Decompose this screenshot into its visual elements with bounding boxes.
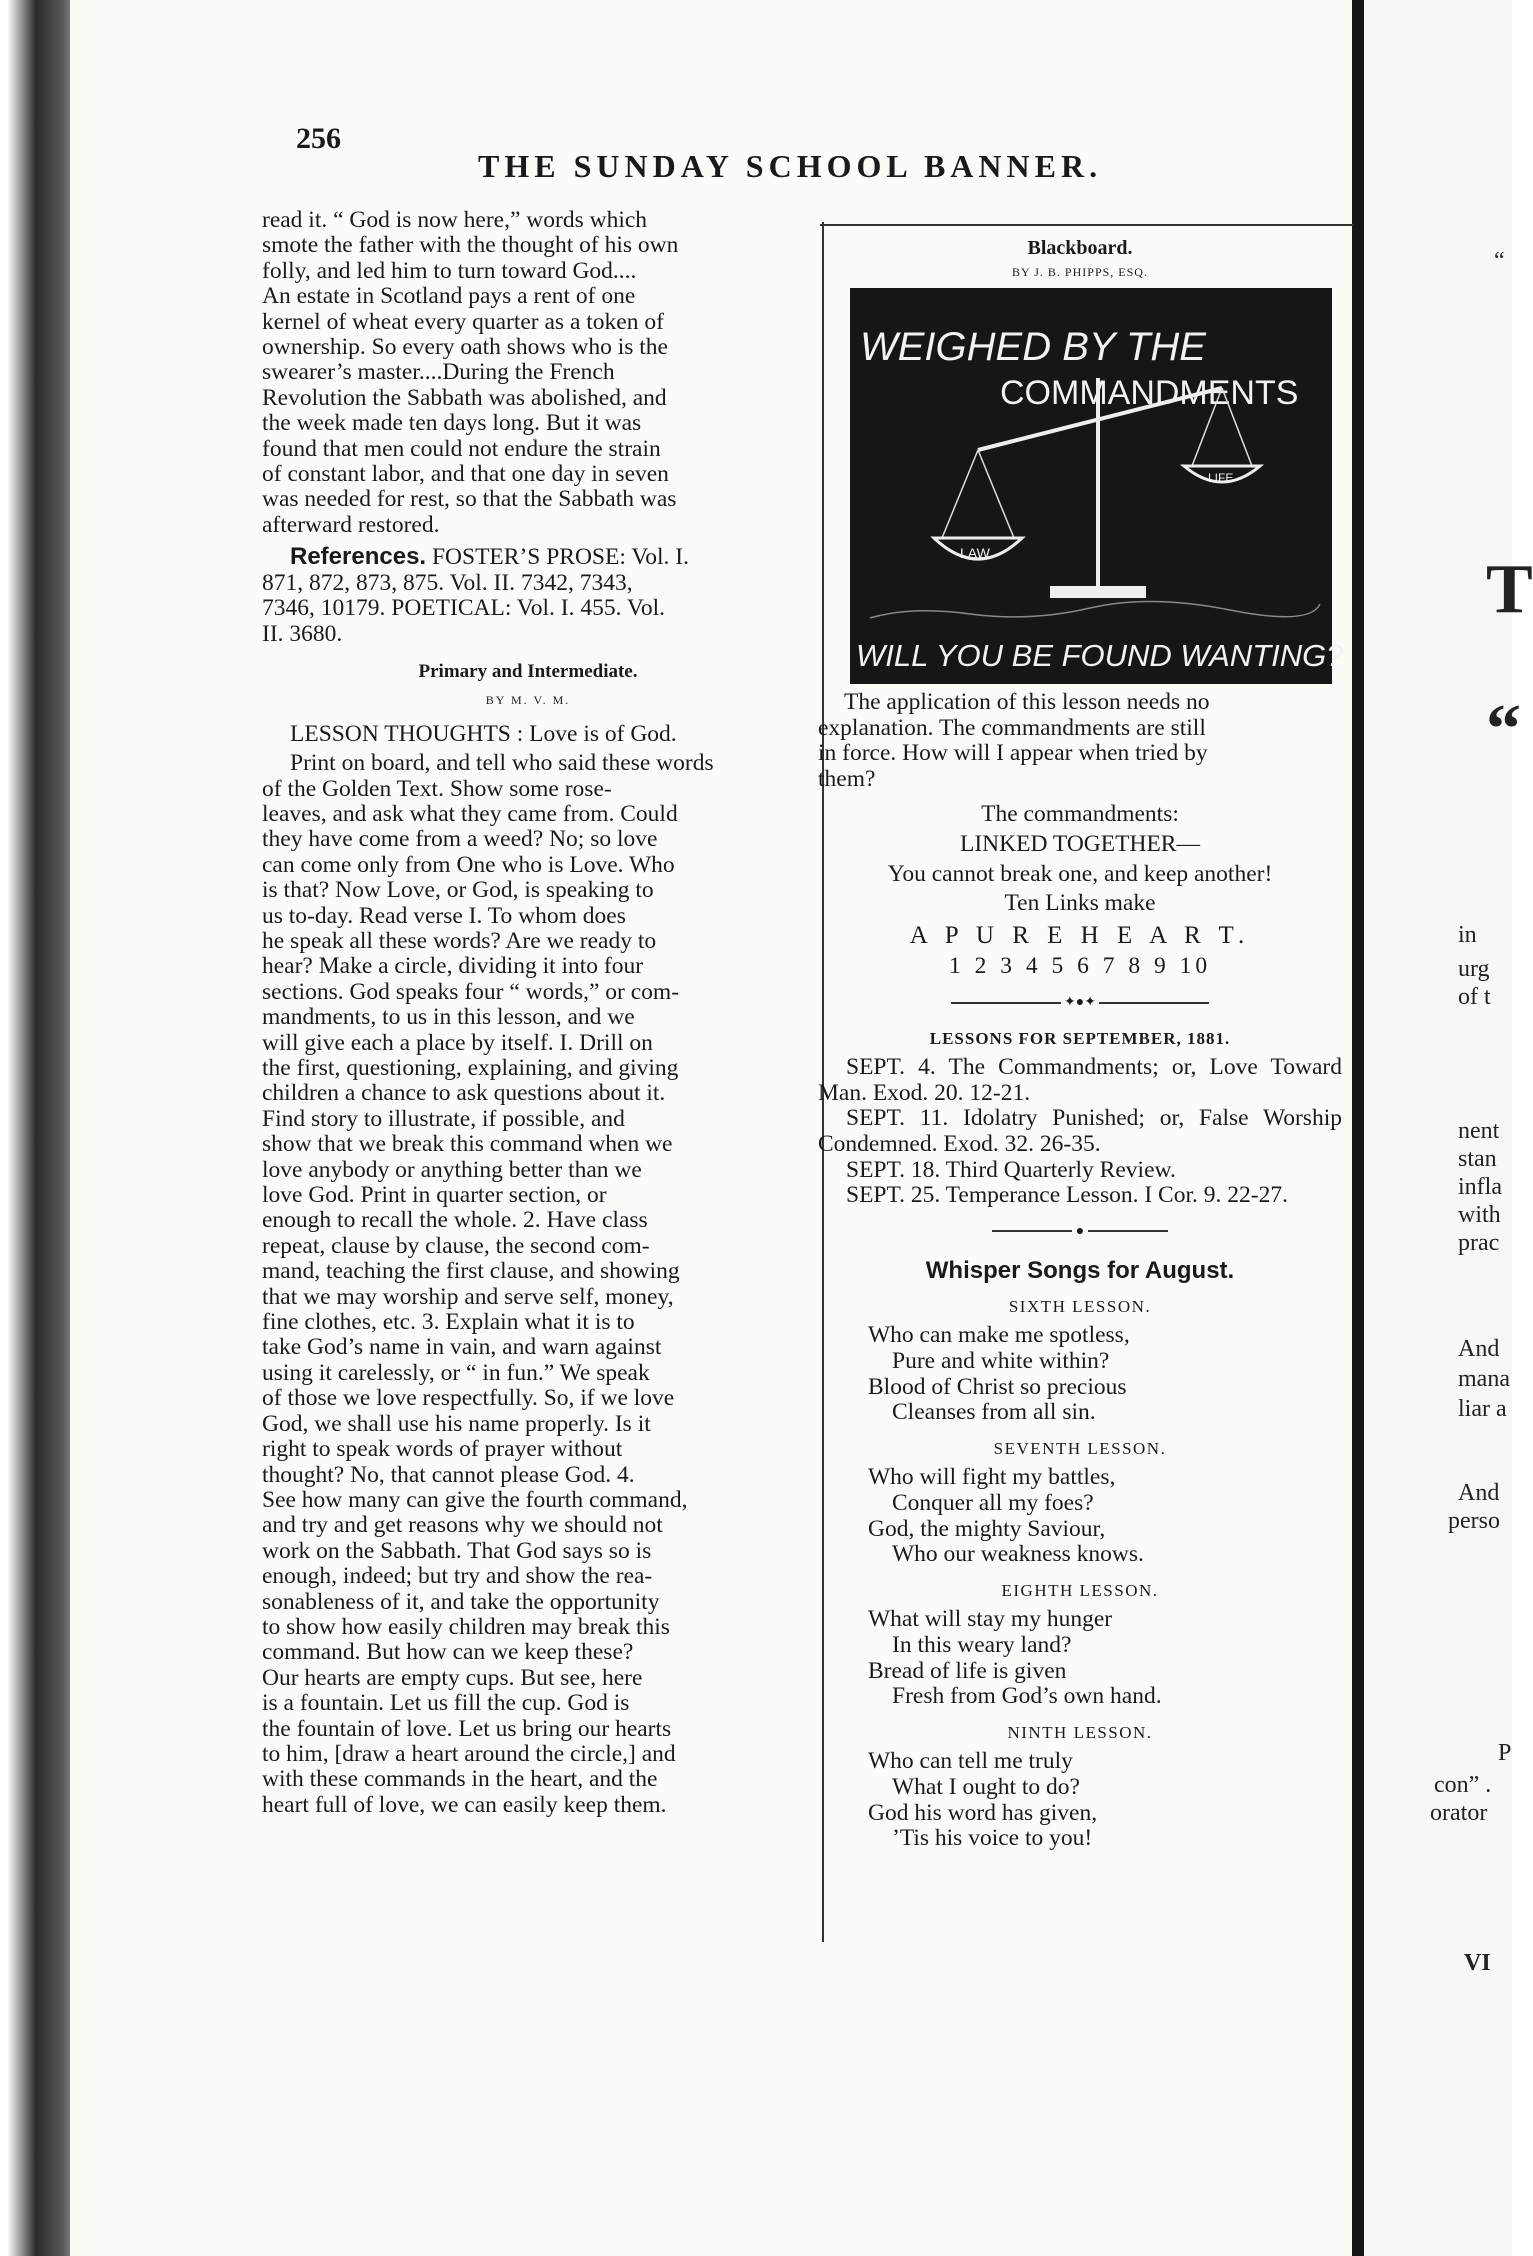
verse-line: Bread of life is given (868, 1657, 1067, 1684)
right-column-body (818, 690, 1342, 1852)
edge-fragment: prac (1458, 1230, 1500, 1256)
application-paragraph (818, 690, 1342, 792)
linked-together: LINKED TOGETHER— (960, 830, 1200, 857)
text-line: sonableness of it, and take the opportunity (262, 1588, 660, 1615)
text-line: of those we love respectfully. So, if we love (262, 1385, 675, 1412)
text-line: children a chance to ask questions about it. (262, 1080, 666, 1107)
left-chain (978, 450, 1014, 538)
section-title: Primary and Intermediate. (418, 660, 638, 682)
blackboard-byline: BY J. B. PHIPPS, ESQ. (1012, 264, 1148, 279)
ground-line (870, 601, 1320, 618)
song-heading: SEVENTH LESSON. (993, 1438, 1167, 1458)
edge-fragment: liar a (1458, 1396, 1507, 1422)
edge-fragment: P (1498, 1740, 1512, 1766)
text-line: enough to recall the whole. 2. Have class (262, 1207, 648, 1234)
text-line: to him, [draw a heart around the circle,] and (262, 1740, 676, 1767)
edge-fragment: nent (1458, 1118, 1500, 1144)
text-line: folly, and led him to turn toward God.... (262, 257, 637, 284)
text-line: he speak all these words? Are we ready to (262, 927, 657, 954)
edge-fragment: VI (1464, 1950, 1491, 1976)
verse (868, 1465, 1342, 1567)
verse-line: Blood of Christ so precious (868, 1373, 1127, 1400)
text-line: right to speak words of prayer without (262, 1436, 623, 1463)
text-line: the fountain of love. Let us bring our hearts (262, 1715, 672, 1742)
blackboard-illustration (850, 288, 1344, 684)
scales-drawing (850, 288, 1344, 684)
edge-fragment: con” . (1434, 1772, 1492, 1798)
text-line: mandments, to us in this lesson, and we (262, 1004, 635, 1031)
text-line: mand, teaching the first clause, and showing (262, 1258, 680, 1285)
left-column (262, 208, 794, 1818)
text-line: love God. Print in quarter section, or (262, 1182, 607, 1209)
ten-links: Ten Links make (1004, 890, 1156, 917)
verse-line: In this weary land? (892, 1632, 1072, 1658)
text-line: sections. God speaks four “ words,” or com- (262, 978, 680, 1005)
verse-line: What will stay my hunger (868, 1606, 1113, 1633)
book-gutter (1352, 0, 1364, 2256)
blackboard-headline-1: WEIGHED BY THE (860, 325, 1206, 369)
song-heading: SIXTH LESSON. (1008, 1296, 1152, 1316)
verse-line: Pure and white within? (892, 1348, 1110, 1375)
text-line: will give each a place by itself. I. Drill on (262, 1029, 653, 1056)
verse (868, 1323, 1342, 1425)
text-line: enough, indeed; but try and show the rea- (262, 1563, 653, 1590)
text-line: An estate in Scotland pays a rent of one (262, 283, 636, 310)
text-line: Find story to illustrate, if possible, and (262, 1105, 625, 1132)
commandments-label: The commandments: (981, 801, 1179, 828)
text-line: that we may worship and serve self, money, (262, 1283, 674, 1310)
left-chain (942, 450, 978, 538)
page-number: 256 (296, 122, 341, 155)
edge-fragment: orator (1430, 1800, 1488, 1826)
lesson-item: SEPT. 18. Third Quarterly Review. (846, 1156, 1176, 1183)
scale-base (1050, 586, 1146, 598)
verse-line: God his word has given, (868, 1799, 1098, 1826)
text-line: the first, questioning, explaining, and giving (262, 1055, 679, 1081)
text-line: repeat, clause by clause, the second com- (262, 1232, 650, 1259)
ornament-divider: ● (818, 1219, 1342, 1245)
edge-fragment: stan (1458, 1146, 1497, 1172)
text-line: swearer’s master....During the French (262, 359, 615, 386)
edge-fragment: “ (1494, 248, 1505, 274)
verse-line: Who can tell me truly (868, 1748, 1073, 1775)
text-line: ownership. So every oath shows who is the (262, 334, 668, 361)
text-line: can come only from One who is Love. Who (262, 851, 675, 878)
text-line: heart full of love, we can easily keep them. (262, 1791, 667, 1818)
text-line: smote the father with the thought of his own (262, 232, 679, 259)
text-line: See how many can give the fourth command, (262, 1486, 688, 1513)
pan-label-law: LAW (960, 545, 990, 561)
song-block (818, 1578, 1342, 1710)
edge-fragment: mana (1458, 1366, 1510, 1392)
references-line (262, 544, 794, 570)
verse-line: Conquer all my foes? (892, 1490, 1094, 1517)
blackboard-title: Blackboard. (1027, 237, 1133, 259)
text-line: love anybody or anything better than we (262, 1156, 642, 1183)
edge-fragment: perso (1448, 1508, 1500, 1534)
blackboard-headline-2: COMMANDMENTS (1000, 374, 1299, 412)
running-title: THE SUNDAY SCHOOL BANNER. (478, 148, 1103, 184)
verse-line: What I ought to do? (892, 1773, 1080, 1800)
edge-fragment: And (1458, 1336, 1500, 1362)
verse-line: Cleanses from all sin. (892, 1399, 1096, 1426)
text-line: afterward restored. (262, 511, 440, 538)
text-line: to show how easily children may break this (262, 1613, 670, 1640)
text-line: is a fountain. Let us fill the cup. God is (262, 1690, 630, 1717)
text-line: Our hearts are empty cups. But see, here (262, 1664, 643, 1691)
verse (868, 1749, 1342, 1851)
intro-paragraph (262, 208, 794, 538)
lessons-list (818, 1055, 1342, 1209)
text-line: FOSTER’S PROSE: Vol. I. (426, 544, 690, 571)
text-line: 871, 872, 873, 875. Vol. II. 7342, 7343, (262, 569, 633, 596)
song-block (818, 1436, 1342, 1568)
text-line: 7346, 10179. POETICAL: Vol. I. 455. Vol. (262, 595, 666, 622)
verse-line: Who our weakness knows. (892, 1541, 1144, 1568)
songs-title: Whisper Songs for August. (925, 1257, 1235, 1285)
pan-label-life: LIFE (1208, 471, 1234, 485)
verse-line: God, the mighty Saviour, (868, 1515, 1106, 1542)
text-line: take God’s name in vain, and warn against (262, 1334, 662, 1361)
edge-fragment: And (1458, 1480, 1500, 1506)
text-line: kernel of wheat every quarter as a token of (262, 308, 664, 335)
pure-heart: A P U R E H E A R T. (909, 921, 1251, 949)
verse-line: Who will fight my battles, (868, 1464, 1116, 1491)
references-label: References. (290, 543, 427, 571)
text-line: using it carelessly, or “ in fun.” We speak (262, 1359, 650, 1386)
lesson-item: SEPT. 25. Temperance Lesson. I Cor. 9. 22-27. (846, 1182, 1288, 1209)
edge-fragment: in (1458, 922, 1477, 948)
verse-line: Fresh from God’s own hand. (892, 1683, 1162, 1710)
text-line: God, we shall use his name properly. Is it (262, 1410, 651, 1437)
text-line: us to-day. Read verse I. To whom does (262, 902, 626, 929)
song-block (818, 1720, 1342, 1852)
text-line: explanation. The commandments are still (818, 714, 1206, 741)
edge-fragment: infla (1458, 1174, 1502, 1200)
text-line: with these commands in the heart, and the (262, 1766, 658, 1793)
ornament-divider: ✦●✦ (818, 990, 1342, 1016)
next-page-edge (1364, 0, 1533, 2256)
text-line: Revolution the Sabbath was abolished, and (262, 384, 667, 411)
text-line: fine clothes, etc. 3. Explain what it is to (262, 1309, 635, 1336)
text-line: is that? Now Love, or God, is speaking to (262, 877, 654, 904)
cannot-break-line: You cannot break one, and keep another! (887, 860, 1273, 887)
link-numbers: 1 2 3 4 5 6 7 8 9 10 (948, 953, 1212, 980)
edge-fragment: urg (1458, 956, 1490, 982)
song-heading: EIGHTH LESSON. (1001, 1580, 1159, 1600)
verse-line: ’Tis his voice to you! (892, 1825, 1093, 1852)
lessons-header: LESSONS FOR SEPTEMBER, 1881. (929, 1028, 1231, 1048)
verse-line: Who can make me spotless, (868, 1322, 1130, 1349)
references-block (262, 544, 794, 647)
song-block (818, 1294, 1342, 1426)
edge-fragment: of t (1458, 984, 1491, 1010)
text-line: work on the Sabbath. That God says so is (262, 1537, 652, 1564)
text-line: show that we break this command when we (262, 1131, 673, 1158)
text-line: Print on board, and tell who said these words (290, 750, 714, 777)
text-line: and try and get reasons why we should not (262, 1512, 663, 1539)
section-byline: BY M. V. M. (485, 693, 571, 708)
text-line: II. 3680. (262, 620, 343, 647)
text-line: hear? Make a circle, dividing it into four (262, 953, 644, 980)
text-line: them? (818, 765, 876, 792)
primary-body (262, 751, 794, 1818)
song-heading: NINTH LESSON. (1007, 1722, 1153, 1742)
lesson-thoughts: LESSON THOUGHTS : Love is of God. (290, 720, 677, 747)
text-line: read it. “ God is now here,” words which (262, 207, 648, 233)
lesson-item: SEPT. 11. Idolatry Punished; or, False Worship Condemned. Exod. 32. 26-35. (818, 1105, 1342, 1157)
text-line: they have come from a weed? No; so love (262, 826, 658, 853)
text-line: thought? No, that cannot please God. 4. (262, 1461, 635, 1488)
edge-fragment: T (1486, 551, 1533, 628)
text-line: the week made ten days long. But it was (262, 410, 642, 437)
blackboard-question: WILL YOU BE FOUND WANTING? (856, 638, 1344, 673)
text-line: command. But how can we keep these? (262, 1639, 634, 1666)
edge-fragment: with (1458, 1202, 1501, 1228)
edge-fragment: “ (1486, 691, 1521, 768)
text-line: The application of this lesson needs no (844, 689, 1210, 715)
lesson-item: SEPT. 4. The Commandments; or, Love Toward Man. Exod. 20. 12-21. (818, 1054, 1342, 1106)
header-rule (820, 224, 1354, 226)
verse (868, 1607, 1342, 1709)
text-line: of the Golden Text. Show some rose- (262, 775, 612, 802)
text-line: of constant labor, and that one day in seven (262, 461, 669, 488)
text-line: was needed for rest, so that the Sabbath was (262, 486, 677, 513)
text-line: found that men could not endure the strain (262, 435, 661, 462)
text-line: in force. How will I appear when tried by (818, 740, 1208, 767)
text-line: leaves, and ask what they came from. Could (262, 800, 678, 827)
